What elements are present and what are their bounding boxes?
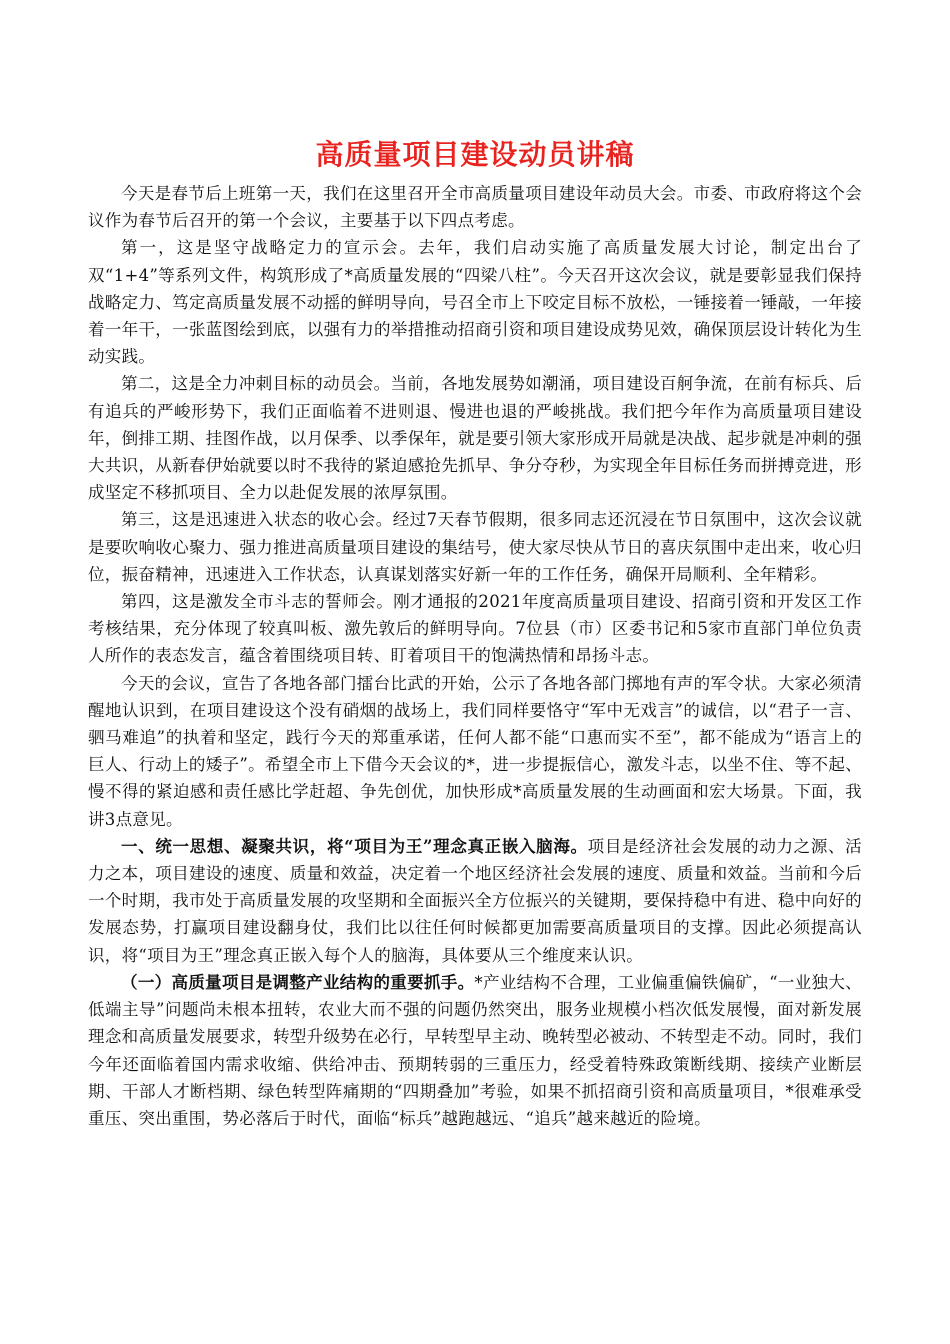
paragraph-text: 第三，这是迅速进入状态的收心会。经过7天春节假期，很多同志还沉浸在节日氛围中，这次会议就是要吹响收心聚力、强力推进高质量项目建设的集结号，使大家尽快从节日的喜庆氛围中走出来，收心归位，振奋精神，迅速进入工作状态，认真谋划落实好新一年的工作任务，确保开局顺利、全年精彩。 bbox=[88, 510, 862, 584]
paragraph-text: 今天是春节后上班第一天，我们在这里召开全市高质量项目建设年动员大会。市委、市政府将这个会议作为春节后召开的第一个会议，主要基于以下四点考虑。 bbox=[88, 184, 862, 231]
paragraph-point-1 bbox=[88, 234, 862, 370]
section-heading: 一、统一思想、凝聚共识，将“项目为王”理念真正嵌入脑海。 bbox=[121, 836, 588, 856]
document-title: 高质量项目建设动员讲稿 bbox=[315, 138, 635, 171]
paragraph-intro bbox=[88, 180, 862, 234]
paragraph-point-4 bbox=[88, 588, 862, 670]
document-page bbox=[88, 136, 862, 1132]
paragraph-text: *产业结构不合理，工业偏重偏铁偏矿，“一业独大、低端主导”问题尚未根本扭转，农业大而不强的问题仍然突出，服务业规模小档次低发展慢，面对新发展理念和高质量发展要求，转型升级势在必行，早转型早主动、晚转型必被动、不转型走不动。同时，我们今年还面临着国内需求收缩、供给冲击、预期转弱的三重压力，经受着特殊政策断线期、接续产业断层期、干部人才断档期、绿色转型阵痛期的“四期叠加”考验，如果不抓招商引资和高质量项目，*很难承受重压、突出重围，势必落后于时代，面临“标兵”越跑越远、“追兵”越来越近的险境。 bbox=[88, 972, 862, 1128]
paragraph-text: 第四，这是激发全市斗志的誓师会。刚才通报的2021年度高质量项目建设、招商引资和开发区工作考核结果，充分体现了较真叫板、激先敦后的鲜明导向。7位县（市）区委书记和5家市直部门单位负责人所作的表态发言，蕴含着围绕项目转、盯着项目干的饱满热情和昂扬斗志。 bbox=[88, 592, 862, 666]
paragraph-text: 第一，这是坚守战略定力的宣示会。去年，我们启动实施了高质量发展大讨论，制定出台了双“1+4”等系列文件，构筑形成了*高质量发展的“四梁八柱”。今天召开这次会议，就是要彰显我们保持战略定力、笃定高质量发展不动摇的鲜明导向，号召全市上下咬定目标不放松，一锤接着一锤敲，一年接着一年干，一张蓝图绘到底，以强有力的举措推动招商引资和项目建设成势见效，确保顶层设计转化为生动实践。 bbox=[88, 238, 862, 367]
paragraph-text: 项目是经济社会发展的动力之源、活力之本，项目建设的速度、质量和效益，决定着一个地区经济社会发展的速度、质量和效益。当前和今后一个时期，我市处于高质量发展的攻坚期和全面振兴全方位振兴的关键期，要保持稳中有进、稳中向好的发展态势，打赢项目建设翻身仗，我们比以往任何时候都更加需要高质量项目的支撑。因此必须提高认识，将“项目为王”理念真正嵌入每个人的脑海，具体要从三个维度来认识。 bbox=[88, 836, 862, 965]
subsection-heading: （一）高质量项目是调整产业结构的重要抓手。 bbox=[121, 972, 475, 992]
paragraph-point-2 bbox=[88, 370, 862, 506]
paragraph-transition bbox=[88, 670, 862, 833]
paragraph-text: 今天的会议，宣告了各地各部门擂台比武的开始，公示了各地各部门掷地有声的军令状。大家必须清醒地认识到，在项目建设这个没有硝烟的战场上，我们同样要恪守“军中无戏言”的诚信，以“君子一言、驷马难追”的执着和坚定，践行今天的郑重承诺，任何人都不能“口惠而实不至”，都不能成为“语言上的巨人、行动上的矮子”。希望全市上下借今天会议的*，进一步提振信心，激发斗志，以坐不住、等不起、慢不得的紧迫感和责任感比学赶超、争先创优，加快形成*高质量发展的生动画面和宏大场景。下面，我讲3点意见。 bbox=[88, 673, 862, 829]
paragraph-point-3 bbox=[88, 506, 862, 588]
paragraph-text: 第二，这是全力冲刺目标的动员会。当前，各地发展势如潮涌，项目建设百舸争流，在前有标兵、后有追兵的严峻形势下，我们正面临着不进则退、慢进也退的严峻挑战。我们把今年作为高质量项目建设年，倒排工期、挂图作战，以月保季、以季保年，就是要引领大家形成开局就是决战、起步就是冲刺的强大共识，从新春伊始就要以时不我待的紧迫感抢先抓早、争分夺秒，为实现全年目标任务而拼搏竞进，形成坚定不移抓项目、全力以赴促发展的浓厚氛围。 bbox=[88, 374, 862, 503]
paragraph-section-1 bbox=[88, 833, 862, 969]
paragraph-subsection-1 bbox=[88, 969, 862, 1132]
